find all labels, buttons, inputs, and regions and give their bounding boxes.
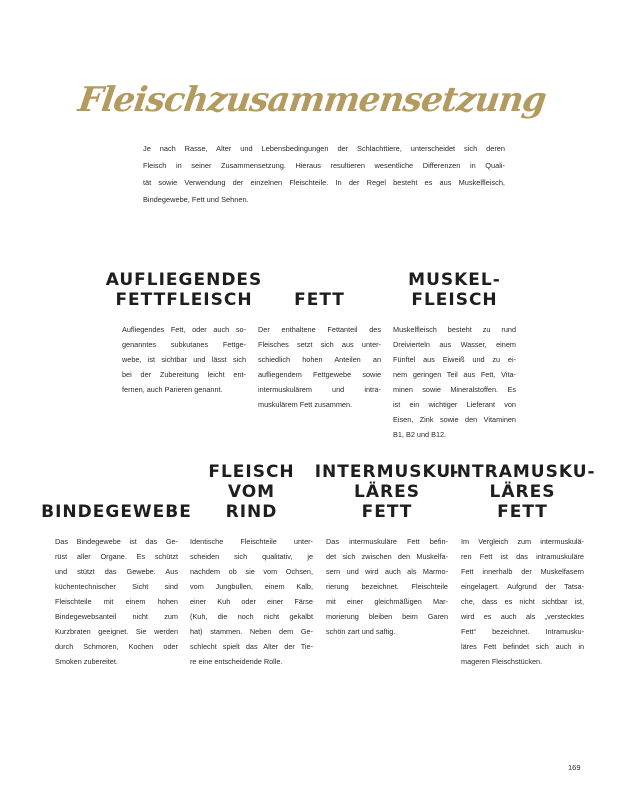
text-line: einer Kuh oder einer Färse	[190, 597, 313, 606]
text-line: nem geringen Teil aus Fett, Vita-	[393, 370, 516, 379]
text-line: mageren Fleischstücken.	[461, 657, 543, 666]
heading-line: INTRAMUSKU-	[449, 462, 596, 482]
section-heading	[190, 462, 313, 522]
heading-line: LÄRES FETT	[354, 482, 420, 522]
section-body	[55, 534, 178, 669]
text-line: webe, ist sichtbar und lässt sich	[122, 355, 246, 364]
text-line: nachdem ob sie vom Ochsen,	[190, 567, 313, 576]
text-line: muskulärem Fett zusammen.	[258, 400, 353, 409]
text-line: Das Bindegewebe ist das Ge-	[55, 537, 178, 546]
text-line: Muskelfleisch besteht zu rund	[393, 325, 516, 334]
text-line: Fleischteile mit einem hohen	[55, 597, 178, 606]
section-intramuskulaeres-fett	[449, 462, 596, 669]
text-line: Bindegewebsanteil nicht zum	[55, 612, 178, 621]
heading-line: AUFLIEGENDES	[105, 270, 263, 290]
section-muskelfleisch	[393, 262, 516, 442]
section-body	[393, 322, 516, 442]
text-line: Kurzbraten geeignet. Sie werden	[55, 627, 178, 636]
text-line: Fünftel aus Eiweiß und zu ei-	[393, 355, 516, 364]
text-line: durch Schmoren, Kochen oder	[55, 642, 178, 651]
section-bindegewebe	[41, 474, 192, 669]
text-line: ren Fett ist das intramuskuläre	[461, 552, 584, 561]
text-line: Das intermuskuläre Fett befin-	[326, 537, 448, 546]
text-line: Eisen, Zink sowie den Vitaminen	[393, 415, 516, 424]
text-line: küchentechnischer Sicht sind	[55, 582, 178, 591]
text-line: scheiden sich qualitativ, je	[190, 552, 313, 561]
text-line: morierung bleiben beim Garen	[326, 612, 448, 621]
section-fett	[258, 262, 381, 412]
section-body	[122, 322, 246, 397]
heading-line: FETT	[294, 290, 345, 310]
text-line: sern und wird auch als Marmo-	[326, 567, 448, 576]
text-line: rierung bezeichnet. Fleischteile	[326, 582, 448, 591]
heading-line: BINDEGEWEBE	[41, 502, 192, 522]
text-line: eingelagert. Aufgrund der Tatsa-	[461, 582, 584, 591]
text-line: schiedlich hohen Anteilen an	[258, 355, 381, 364]
heading-line: INTERMUSKU-	[314, 462, 460, 482]
text-line: Der enthaltene Fettanteil des	[258, 325, 381, 334]
heading-line: FLEISCH VOM	[208, 462, 295, 502]
heading-line: FETTFLEISCH	[115, 290, 253, 310]
text-line: tät sowie Verwendung der einzelnen Fleischteile. In der Regel besteht es aus Muskelfleisch,	[143, 178, 505, 187]
text-line: Dreivierteln aus Wasser, einem	[393, 340, 516, 349]
text-line: det sich zwischen den Muskelfa-	[326, 552, 448, 561]
intro-paragraph	[143, 140, 505, 208]
text-line: Aufliegendes Fett, oder auch so-	[122, 325, 246, 334]
text-line: (Kuh, die noch nicht gekalbt	[190, 612, 313, 621]
page-number: 169	[568, 763, 581, 772]
text-line: ist ein wichtiger Lieferant von	[393, 400, 516, 409]
text-line: Fleisch in seiner Zusammensetzung. Hieraus resultieren wesentliche Differenzen in Quali-	[143, 161, 505, 170]
section-body	[461, 534, 584, 669]
section-fleisch-vom-rind	[190, 462, 313, 669]
section-body	[190, 534, 313, 669]
section-heading	[314, 462, 460, 522]
text-line: intermuskulärem und intra-	[258, 385, 381, 394]
text-line: schlecht spielt das Alter der Tie-	[190, 642, 313, 651]
text-line: Identische Fleischteile unter-	[190, 537, 313, 546]
text-line: aufliegendem Fettgewebe sowie	[258, 370, 381, 379]
text-line: fernen, auch Parieren genannt.	[122, 385, 223, 394]
text-line: genanntes subkutanes Fettge-	[122, 340, 246, 349]
text-line: hat) stammen. Neben dem Ge-	[190, 627, 313, 636]
section-body	[326, 534, 448, 639]
section-heading	[449, 462, 596, 522]
section-heading	[393, 262, 516, 310]
text-line: Fleisches setzt sich aus unter-	[258, 340, 381, 349]
section-body	[258, 322, 381, 412]
text-line: B1, B2 und B12.	[393, 430, 447, 439]
heading-line: MUSKEL-	[408, 270, 501, 290]
text-line: minen sowie Mineralstoffen. Es	[393, 385, 516, 394]
text-line: schön zart und saftig.	[326, 627, 396, 636]
section-heading	[105, 262, 263, 310]
text-line: Fett“ bezeichnet. Intramusku-	[461, 627, 584, 636]
text-line: und stützt das Gewebe. Aus	[55, 567, 178, 576]
text-line: Fett innerhalb der Muskelfasern	[461, 567, 584, 576]
text-line: che, dass es nicht sichtbar ist,	[461, 597, 584, 606]
text-line: läres Fett befindet sich auch in	[461, 642, 584, 651]
section-aufliegendes-fettfleisch	[105, 262, 263, 397]
text-line: Je nach Rasse, Alter und Lebensbedingungen der Schlachttiere, unterscheidet sich deren	[143, 144, 505, 153]
heading-line: LÄRES FETT	[489, 482, 556, 522]
text-line: rüst aller Organe. Es schützt	[55, 552, 178, 561]
section-heading	[41, 474, 192, 522]
text-line: Im Vergleich zum intermuskulä-	[461, 537, 584, 546]
page-title: Fleischzusammensetzung	[75, 80, 549, 120]
text-line: bei der Zubereitung leicht ent-	[122, 370, 246, 379]
heading-line: RIND	[225, 502, 278, 522]
section-intermuskulaeres-fett	[314, 462, 460, 639]
text-line: mit einer gleichmäßigen Mar-	[326, 597, 448, 606]
section-heading	[258, 262, 381, 310]
text-line: Smoken zubereitet.	[55, 657, 118, 666]
text-line: re eine entscheidende Rolle.	[190, 657, 283, 666]
text-line: Bindegewebe, Fett und Sehnen.	[143, 195, 249, 204]
heading-line: FLEISCH	[411, 290, 498, 310]
text-line: wird es auch als „verstecktes	[461, 612, 584, 621]
text-line: vom Jungbullen, einem Kalb,	[190, 582, 313, 591]
